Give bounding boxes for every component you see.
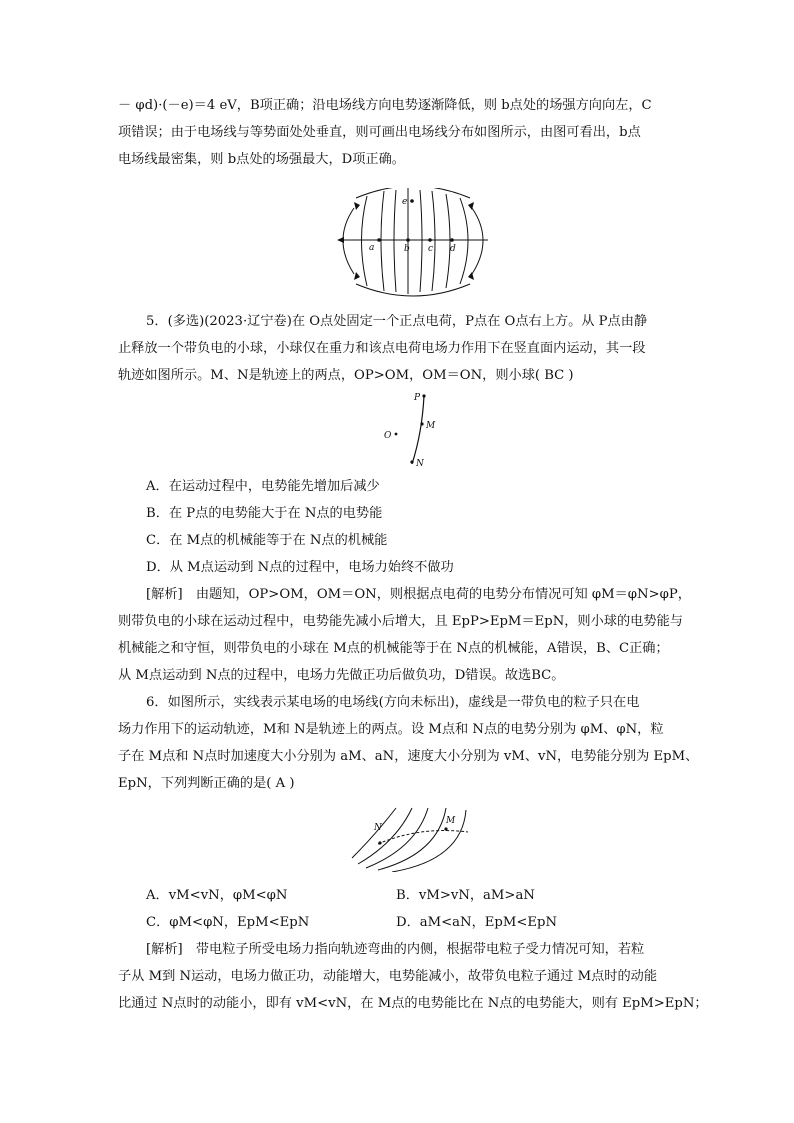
question-6-line-1: 6．如图所示，实线表示某电场的电场线(方向未标出)，虚线是一带负电的粒子只在电 — [146, 695, 640, 710]
label-e: e — [402, 197, 408, 207]
option-6b: B．vM>vN，aM>aN — [396, 888, 535, 903]
electric-field-svg — [350, 806, 482, 872]
question-6-line-3: 子在 M点和 N点时加速度大小分别为 aM、aN，速度大小分别为 vM、vN，电势能分别为 EpM、 — [118, 749, 699, 764]
label-N-6: N — [374, 823, 382, 833]
question-6-line-2: 场力作用下的运动轨迹，M和 N是轨迹上的两点。设 M点和 N点的电势分别为 φM、φN，粒 — [118, 722, 664, 737]
label-d: d — [450, 244, 456, 254]
lower-boundary-arc — [356, 284, 470, 296]
text-line-2: 项错误；由于电场线与等势面处处垂直，则可画出电场线分布如图所示，由图可看出，b点 — [118, 125, 641, 140]
label-M-6: M — [446, 816, 456, 826]
label-b: b — [404, 244, 410, 254]
option-5b: B．在 P点的电势能大于在 N点的电势能 — [146, 506, 383, 521]
label-M: M — [426, 421, 436, 431]
field-lines-svg — [334, 188, 492, 298]
question-5-line-3: 轨迹如图所示。M、N是轨迹上的两点，OP>OM，OM＝ON，则小球( BC ) — [118, 368, 574, 383]
trajectory-figure — [378, 388, 448, 468]
analysis-5-line-4: 从 M点运动到 N点的过程中，电场力先做正功后做负功，D错误。故选BC。 — [118, 668, 565, 683]
option-6c: C．φM<φN，EpM<EpN — [146, 915, 310, 930]
label-N: N — [416, 459, 424, 468]
option-6a: A．vM<vN，φM<φN — [146, 888, 288, 903]
label-a: a — [369, 243, 375, 253]
text-line-1: － φd)·(－e)＝4 eV，B项正确；沿电场线方向电势逐渐降低，则 b点处的场强方向向左，C — [118, 98, 652, 113]
analysis-5-line-1: [解析] 由题知，OP>OM，OM＝ON，则根据点电荷的电势分布情况可知 φM＝φN>φP， — [146, 587, 691, 602]
label-c: c — [428, 244, 434, 254]
question-5-line-2: 止释放一个带负电的小球，小球仅在重力和该点电荷电场力作用下在竖直面内运动，其一段 — [118, 341, 646, 356]
analysis-6-line-2: 子从 M到 N运动，电场力做正功，动能增大，电势能减小，故带负电粒子通过 M点时的动能 — [118, 969, 658, 984]
analysis-5-line-2: 则带负电的小球在运动过程中，电势能先减小后增大，且 EpP>EpM＝EpN，则小球的电势能与 — [118, 614, 683, 629]
analysis-6-line-1: [解析] 带电粒子所受电场力指向轨迹弯曲的内侧，根据带电粒子受力情况可知，若粒 — [146, 942, 645, 957]
question-6-line-4: EpN，下列判断正确的是( A ) — [118, 776, 295, 791]
option-5d: D．从 M点运动到 N点的过程中，电场力始终不做功 — [146, 560, 454, 575]
option-5a: A．在运动过程中，电势能先增加后减少 — [146, 479, 380, 494]
option-6d: D．aM<aN，EpM<EpN — [396, 915, 557, 930]
trajectory-svg — [378, 388, 448, 468]
label-P: P — [414, 393, 421, 403]
electric-field-figure — [350, 806, 482, 872]
field-lines-figure — [334, 188, 492, 298]
question-5-line-1: 5．(多选)(2023·辽宁卷)在 O点处固定一个正点电荷，P点在 O点右上方。从 P点由静 — [146, 314, 648, 329]
option-5c: C．在 M点的机械能等于在 N点的机械能 — [146, 533, 388, 548]
upper-boundary-arc — [356, 188, 470, 198]
analysis-6-line-3: 比通过 N点时的动能小，即有 vM<vN，在 M点的电势能比在 N点的电势能大，则有 EpM>EpN； — [118, 996, 708, 1011]
text-line-3: 电场线最密集，则 b点处的场强最大，D项正确。 — [118, 152, 405, 167]
label-O: O — [384, 431, 392, 441]
analysis-5-line-3: 机械能之和守恒，则带负电的小球在 M点的机械能等于在 N点的机械能，A错误，B、C正确； — [118, 641, 669, 656]
